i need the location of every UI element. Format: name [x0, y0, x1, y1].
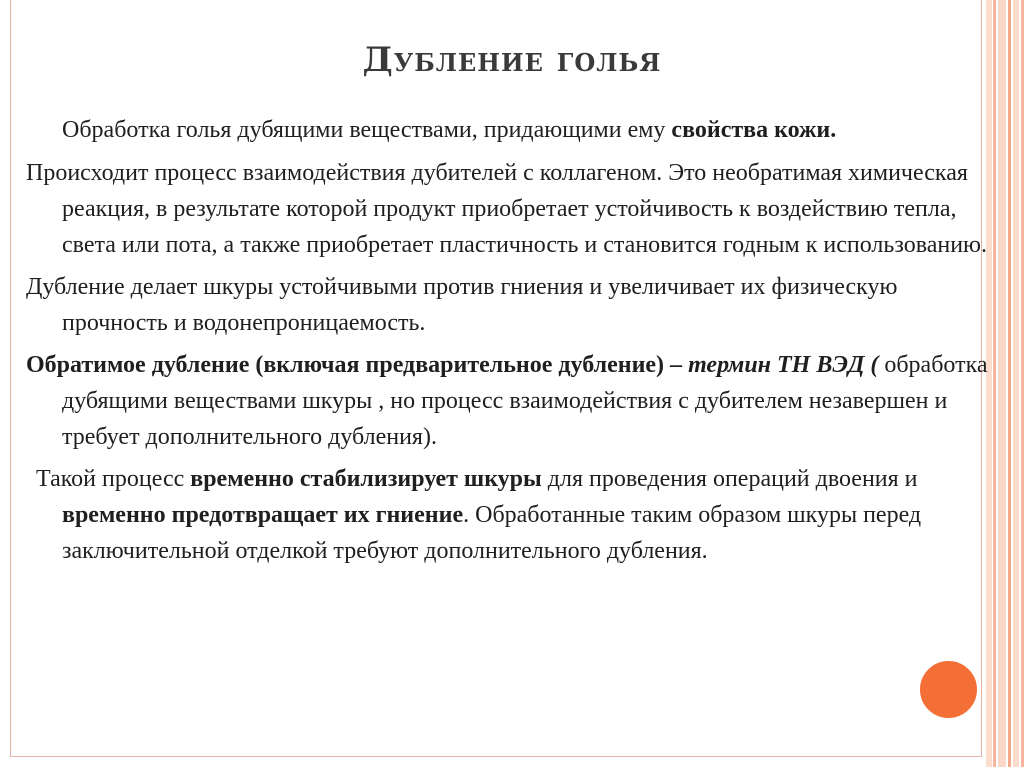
- slide-body: [26, 112, 1008, 575]
- paragraph-reversible-tanning: Обратимое дубление (включая предварительное дубление) – термин ТН ВЭД ( обработка дубящими веществами шкуры , но процесс взаимодействия с дубителем незавершен и требует дополнительного дубления).: [26, 352, 988, 450]
- paragraph-stabilization: Такой процесс временно стабилизирует шкуры для проведения операций двоения и временно предотвращает их гниение. Обработанные таким образом шкуры перед заключительной отделкой требуют дополнительного дубления.: [36, 466, 922, 564]
- stripe: [1013, 0, 1019, 767]
- paragraph-process: Происходит процесс взаимодействия дубителей с коллагеном. Это необратимая химическая реакция, в результате которой продукт приобретает устойчивость к воздействию тепла, света или пота, а также приобретает пластичность и становится годным к использованию.: [26, 160, 987, 258]
- paragraph-definition: Обработка голья дубящими веществами, придающими ему свойства кожи.: [62, 117, 837, 143]
- slide-title: Дубление голья: [362, 40, 662, 80]
- stripe: [1008, 0, 1011, 767]
- decorative-circle: [917, 658, 980, 721]
- paragraph-effect: Дубление делает шкуры устойчивыми против гниения и увеличивает их физическую прочность и водонепроницаемость.: [26, 274, 898, 336]
